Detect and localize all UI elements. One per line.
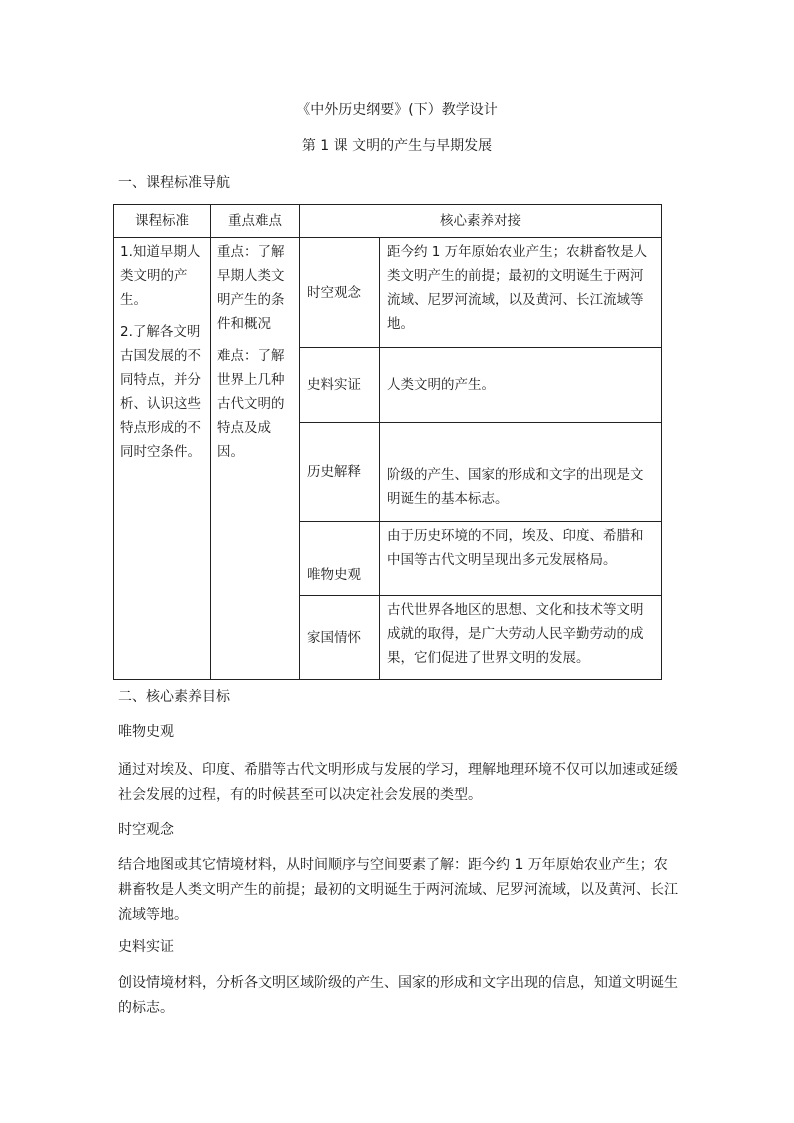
- lesson-title: 第 1 课 文明的产生与早期发展: [301, 138, 493, 154]
- keypoints-cell: [211, 238, 300, 680]
- curriculum-table: [113, 204, 662, 680]
- goal-label: 唯物史观: [118, 724, 174, 740]
- section-heading-goals: 二、核心素养目标: [118, 689, 230, 705]
- goal-text: 通过对埃及、印度、希腊等古代文明形成与发展的学习，理解地理环境不仅可以加速或延缓社会发展的过程，有的时候甚至可以决定社会发展的类型。: [118, 762, 678, 803]
- literacy-dimension: 唯物史观: [300, 522, 380, 596]
- literacy-dimension: 历史解释: [300, 423, 380, 522]
- difficulty-item: 难点：了解世界上几种古代文明的特点及成因。: [217, 348, 285, 460]
- literacy-description: 阶级的产生、国家的形成和文字的出现是文明诞生的基本标志。: [380, 423, 662, 522]
- literacy-description: 由于历史环境的不同，埃及、印度、希腊和中国等古代文明呈现出多元发展格局。: [380, 522, 662, 596]
- keypoint-item: 重点：了解早期人类文明产生的条件和概况: [217, 244, 285, 332]
- literacy-dimension: 史料实证: [300, 348, 380, 423]
- section-heading-curriculum: 一、课程标准导航: [118, 175, 230, 191]
- table-row: [114, 238, 662, 348]
- goal-label: 时空观念: [118, 822, 174, 838]
- table-header-row: [114, 205, 662, 238]
- goal-text: 创设情境材料，分析各文明区域阶级的产生、国家的形成和文字出现的信息，知道文明诞生的标志。: [118, 975, 678, 1016]
- literacy-dimension: 时空观念: [300, 238, 380, 348]
- standard-cell: [114, 238, 211, 680]
- standard-item: 1.知道早期人类文明的产生。: [120, 244, 201, 308]
- literacy-dimension: 家国情怀: [300, 596, 380, 680]
- literacy-description: 古代世界各地区的思想、文化和技术等文明成就的取得，是广大劳动人民辛勤劳动的成果，它们促进了世界文明的发展。: [380, 596, 662, 680]
- goal-text: 结合地图或其它情境材料，从时间顺序与空间要素了解：距今约 1 万年原始农业产生；农耕畜牧是人类文明产生的前提；最初的文明诞生于两河流域、尼罗河流域，以及黄河、长江流域等地。: [118, 857, 678, 923]
- goal-label: 史料实证: [118, 939, 174, 955]
- header-keypoints: 重点难点: [211, 205, 300, 238]
- header-literacy: 核心素养对接: [300, 205, 662, 238]
- literacy-description: 距今约 1 万年原始农业产生；农耕畜牧是人类文明产生的前提；最初的文明诞生于两河流域、尼罗河流域，以及黄河、长江流域等地。: [380, 238, 662, 348]
- document-title: 《中外历史纲要》(下）教学设计: [296, 102, 498, 118]
- standard-item: 2.了解各文明古国发展的不同特点，并分析、认识这些特点形成的不同时空条件。: [120, 324, 201, 460]
- header-standard: 课程标准: [114, 205, 211, 238]
- literacy-description: 人类文明的产生。: [380, 348, 662, 423]
